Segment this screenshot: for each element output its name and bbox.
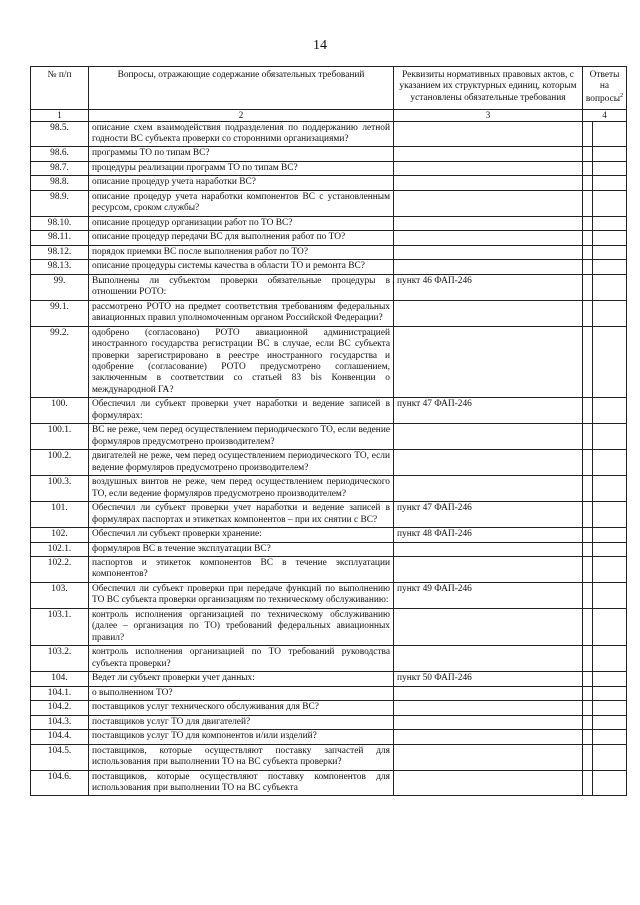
table-row bbox=[31, 190, 627, 216]
row-answer-cell bbox=[583, 190, 627, 216]
row-reference bbox=[394, 231, 583, 245]
row-question: процедуры реализации программ ТО по типам ВС? bbox=[89, 161, 394, 175]
table-row bbox=[31, 476, 627, 502]
answer-box[interactable] bbox=[592, 275, 626, 300]
row-answer-cell bbox=[583, 715, 627, 729]
row-number: 99.2. bbox=[31, 326, 89, 398]
row-answer-cell bbox=[583, 260, 627, 274]
row-number: 98.6. bbox=[31, 147, 89, 161]
answer-box[interactable] bbox=[592, 424, 626, 449]
row-answer-cell bbox=[583, 672, 627, 686]
row-reference bbox=[394, 121, 583, 147]
row-answer-cell bbox=[583, 424, 627, 450]
row-question: Обеспечил ли субъект проверки учет наработки и ведение записей в формулярах паспортах и этикетках компонентов – при их снятии с ВС? bbox=[89, 502, 394, 528]
row-question: Обеспечил ли субъект проверки хранение: bbox=[89, 528, 394, 542]
row-question: формуляров ВС в течение эксплуатации ВС? bbox=[89, 542, 394, 556]
header-answers bbox=[583, 67, 627, 110]
column-index-cell: 3 bbox=[394, 109, 583, 121]
row-question: одобрено (согласовано) РОТО авиационной администрацией иностранного государства регистрации ВС в случае, если ВС субъекта проверки зарегистрировано в реестре иностранного государства и одобрение (согласование) РОТО предусмотрено соглашением, заключенным в соответствии со статьей 83 bis Конвенции о международной ГА? bbox=[89, 326, 394, 398]
row-number: 103.2. bbox=[31, 646, 89, 672]
row-answer-cell bbox=[583, 770, 627, 796]
row-question: поставщиков, которые осуществляют поставку компонентов для использования при выполнении ТО на ВС субъекта bbox=[89, 770, 394, 796]
row-reference bbox=[394, 190, 583, 216]
answer-box[interactable] bbox=[592, 398, 626, 423]
row-answer-cell bbox=[583, 542, 627, 556]
table-row bbox=[31, 672, 627, 686]
row-reference: пункт 50 ФАП-246 bbox=[394, 672, 583, 686]
row-reference bbox=[394, 161, 583, 175]
row-question: поставщиков услуг ТО для двигателей? bbox=[89, 715, 394, 729]
row-number: 102. bbox=[31, 528, 89, 542]
row-question: Ведет ли субъект проверки учет данных: bbox=[89, 672, 394, 686]
row-question: контроль исполнения организацией по ТО требований руководства субъекта проверки? bbox=[89, 646, 394, 672]
row-question: Обеспечил ли субъект проверки учет наработки и ведение записей в формулярах: bbox=[89, 398, 394, 424]
answer-box[interactable] bbox=[592, 217, 626, 230]
table-row bbox=[31, 176, 627, 190]
row-question: порядок приемки ВС после выполнения работ по ТО? bbox=[89, 245, 394, 259]
row-answer-cell bbox=[583, 502, 627, 528]
row-question: описание схем взаимодействия подразделения по поддержанию летной годности ВС субъекта проверки со сторонними организациями? bbox=[89, 121, 394, 147]
row-question: двигателей не реже, чем перед осуществлением периодического ТО, если ведение формуляров предусмотрено производителем? bbox=[89, 450, 394, 476]
answer-box[interactable] bbox=[592, 583, 626, 608]
row-question: описание процедур организации работ по ТО ВС? bbox=[89, 216, 394, 230]
table-row bbox=[31, 450, 627, 476]
row-reference: пункт 46 ФАП-246 bbox=[394, 274, 583, 300]
answer-box[interactable] bbox=[592, 646, 626, 671]
row-answer-cell bbox=[583, 582, 627, 608]
row-question: рассмотрено РОТО на предмет соответствия требованиям федеральных авиационных правил уполномоченным органом Российской Федерации? bbox=[89, 300, 394, 326]
row-number: 100. bbox=[31, 398, 89, 424]
table-row bbox=[31, 398, 627, 424]
row-number: 104.2. bbox=[31, 701, 89, 715]
answer-box[interactable] bbox=[592, 502, 626, 527]
row-number: 100.3. bbox=[31, 476, 89, 502]
answer-box[interactable] bbox=[592, 122, 626, 147]
answer-box[interactable] bbox=[592, 672, 626, 685]
row-reference bbox=[394, 646, 583, 672]
column-index-row bbox=[31, 109, 627, 121]
row-answer-cell bbox=[583, 216, 627, 230]
row-answer-cell bbox=[583, 274, 627, 300]
row-number: 100.2. bbox=[31, 450, 89, 476]
row-question: описание процедур учета наработки компонентов ВС с установленным ресурсом, сроком службы? bbox=[89, 190, 394, 216]
table-row bbox=[31, 608, 627, 645]
row-reference bbox=[394, 701, 583, 715]
row-number: 103. bbox=[31, 582, 89, 608]
row-reference bbox=[394, 176, 583, 190]
row-answer-cell bbox=[583, 161, 627, 175]
row-number: 98.10. bbox=[31, 216, 89, 230]
table-row bbox=[31, 646, 627, 672]
header-num: № п/п bbox=[31, 67, 89, 110]
row-question: контроль исполнения организацией по техническому обслуживанию (далее – организация по ТО) требований федеральных авиационных правил? bbox=[89, 608, 394, 645]
row-reference: пункт 47 ФАП-246 bbox=[394, 398, 583, 424]
row-reference bbox=[394, 450, 583, 476]
table-row bbox=[31, 730, 627, 744]
row-reference: пункт 48 ФАП-246 bbox=[394, 528, 583, 542]
answer-box[interactable] bbox=[592, 231, 626, 244]
table-row bbox=[31, 502, 627, 528]
row-number: 100.1. bbox=[31, 424, 89, 450]
column-index-cell: 2 bbox=[89, 109, 394, 121]
row-question: поставщиков, которые осуществляют поставку запчастей для использования при выполнении ТО на ВС субъекта проверки? bbox=[89, 744, 394, 770]
row-number: 98.12. bbox=[31, 245, 89, 259]
answer-box[interactable] bbox=[592, 246, 626, 259]
answer-box[interactable] bbox=[592, 476, 626, 501]
row-question: программы ТО по типам ВС? bbox=[89, 147, 394, 161]
answer-box[interactable] bbox=[592, 543, 626, 556]
row-question: Обеспечил ли субъект проверки при передаче функций по выполнению ТО ВС субъекта проверки организациям по техническому обслуживанию: bbox=[89, 582, 394, 608]
row-number: 104.3. bbox=[31, 715, 89, 729]
row-answer-cell bbox=[583, 450, 627, 476]
header-answers-label: Ответы на вопросы bbox=[585, 70, 621, 105]
row-number: 101. bbox=[31, 502, 89, 528]
table-row bbox=[31, 121, 627, 147]
row-answer-cell bbox=[583, 147, 627, 161]
answer-box[interactable] bbox=[592, 450, 626, 475]
table-row bbox=[31, 216, 627, 230]
row-reference bbox=[394, 216, 583, 230]
row-reference bbox=[394, 608, 583, 645]
answer-box[interactable] bbox=[592, 701, 626, 714]
answer-box[interactable] bbox=[592, 745, 626, 770]
row-number: 98.5. bbox=[31, 121, 89, 147]
table-row bbox=[31, 326, 627, 398]
row-question: описание процедур учета наработки ВС? bbox=[89, 176, 394, 190]
row-reference bbox=[394, 476, 583, 502]
table-row bbox=[31, 274, 627, 300]
row-answer-cell bbox=[583, 686, 627, 700]
row-number: 104.6. bbox=[31, 770, 89, 796]
row-answer-cell bbox=[583, 528, 627, 542]
row-reference bbox=[394, 260, 583, 274]
table-row bbox=[31, 686, 627, 700]
row-number: 103.1. bbox=[31, 608, 89, 645]
row-answer-cell bbox=[583, 608, 627, 645]
row-number: 99.1. bbox=[31, 300, 89, 326]
row-number: 99. bbox=[31, 274, 89, 300]
header-answers-footnote: 2 bbox=[620, 92, 624, 99]
row-reference bbox=[394, 300, 583, 326]
answer-box[interactable] bbox=[592, 147, 626, 160]
answer-box[interactable] bbox=[592, 557, 626, 582]
row-number: 98.11. bbox=[31, 231, 89, 245]
row-answer-cell bbox=[583, 701, 627, 715]
table-header-row bbox=[31, 67, 627, 110]
row-reference bbox=[394, 424, 583, 450]
table-row bbox=[31, 715, 627, 729]
row-number: 102.1. bbox=[31, 542, 89, 556]
row-answer-cell bbox=[583, 176, 627, 190]
answer-box[interactable] bbox=[592, 528, 626, 541]
row-number: 98.9. bbox=[31, 190, 89, 216]
table-row bbox=[31, 245, 627, 259]
table-row bbox=[31, 424, 627, 450]
row-reference bbox=[394, 715, 583, 729]
row-question: о выполненном ТО? bbox=[89, 686, 394, 700]
row-reference bbox=[394, 744, 583, 770]
row-question: паспортов и этикеток компонентов ВС в течение эксплуатации компонентов? bbox=[89, 557, 394, 583]
row-answer-cell bbox=[583, 245, 627, 259]
row-reference bbox=[394, 245, 583, 259]
row-answer-cell bbox=[583, 398, 627, 424]
answer-box[interactable] bbox=[592, 191, 626, 216]
answer-box[interactable] bbox=[592, 301, 626, 326]
row-answer-cell bbox=[583, 646, 627, 672]
table-row bbox=[31, 557, 627, 583]
row-answer-cell bbox=[583, 557, 627, 583]
row-question: описание процедур передачи ВС для выполнения работ по ТО? bbox=[89, 231, 394, 245]
table-row bbox=[31, 147, 627, 161]
header-reference: Реквизиты нормативных правовых актов, с указанием их структурных единиц, которым установлены обязательные требования bbox=[394, 67, 583, 110]
row-number: 104.1. bbox=[31, 686, 89, 700]
row-answer-cell bbox=[583, 326, 627, 398]
row-answer-cell bbox=[583, 231, 627, 245]
row-answer-cell bbox=[583, 730, 627, 744]
answer-box[interactable] bbox=[592, 260, 626, 273]
header-question: Вопросы, отражающие содержание обязательных требований bbox=[89, 67, 394, 110]
row-question: описание процедуры системы качества в области ТО и ремонта ВС? bbox=[89, 260, 394, 274]
table-row bbox=[31, 542, 627, 556]
answer-box[interactable] bbox=[592, 176, 626, 189]
row-reference bbox=[394, 326, 583, 398]
column-index-cell: 1 bbox=[31, 109, 89, 121]
row-number: 104.4. bbox=[31, 730, 89, 744]
requirements-table bbox=[30, 66, 627, 796]
answer-box[interactable] bbox=[592, 687, 626, 700]
answer-box[interactable] bbox=[592, 730, 626, 743]
row-number: 102.2. bbox=[31, 557, 89, 583]
table-row bbox=[31, 300, 627, 326]
table-row bbox=[31, 528, 627, 542]
row-reference bbox=[394, 770, 583, 796]
table-row bbox=[31, 701, 627, 715]
column-index-cell: 4 bbox=[583, 109, 627, 121]
table-row bbox=[31, 770, 627, 796]
row-question: Выполнены ли субъектом проверки обязательные процедуры в отношении РОТО: bbox=[89, 274, 394, 300]
row-reference bbox=[394, 542, 583, 556]
row-answer-cell bbox=[583, 476, 627, 502]
answer-box[interactable] bbox=[592, 162, 626, 175]
row-number: 104. bbox=[31, 672, 89, 686]
table-row bbox=[31, 161, 627, 175]
row-number: 98.7. bbox=[31, 161, 89, 175]
answer-box[interactable] bbox=[592, 609, 626, 645]
row-reference bbox=[394, 730, 583, 744]
row-number: 98.8. bbox=[31, 176, 89, 190]
row-question: поставщиков услуг технического обслуживания для ВС? bbox=[89, 701, 394, 715]
table-row bbox=[31, 260, 627, 274]
page-number: 14 bbox=[313, 38, 327, 53]
row-question: поставщиков услуг ТО для компонентов и/или изделий? bbox=[89, 730, 394, 744]
row-number: 104.5. bbox=[31, 744, 89, 770]
table-row bbox=[31, 582, 627, 608]
table-body bbox=[31, 121, 627, 796]
row-answer-cell bbox=[583, 121, 627, 147]
row-number: 98.13. bbox=[31, 260, 89, 274]
row-answer-cell bbox=[583, 300, 627, 326]
table-row bbox=[31, 744, 627, 770]
row-question: ВС не реже, чем перед осуществлением периодического ТО, если ведение формуляров предусмотрено производителем? bbox=[89, 424, 394, 450]
row-reference bbox=[394, 147, 583, 161]
row-question: воздушных винтов не реже, чем перед осуществлением периодического ТО, если ведение формуляров предусмотрено производителем? bbox=[89, 476, 394, 502]
row-answer-cell bbox=[583, 744, 627, 770]
answer-box[interactable] bbox=[592, 327, 626, 398]
row-reference bbox=[394, 686, 583, 700]
row-reference bbox=[394, 557, 583, 583]
row-reference: пункт 47 ФАП-246 bbox=[394, 502, 583, 528]
answer-box[interactable] bbox=[592, 771, 626, 796]
answer-box[interactable] bbox=[592, 716, 626, 729]
row-reference: пункт 49 ФАП-246 bbox=[394, 582, 583, 608]
table-row bbox=[31, 231, 627, 245]
